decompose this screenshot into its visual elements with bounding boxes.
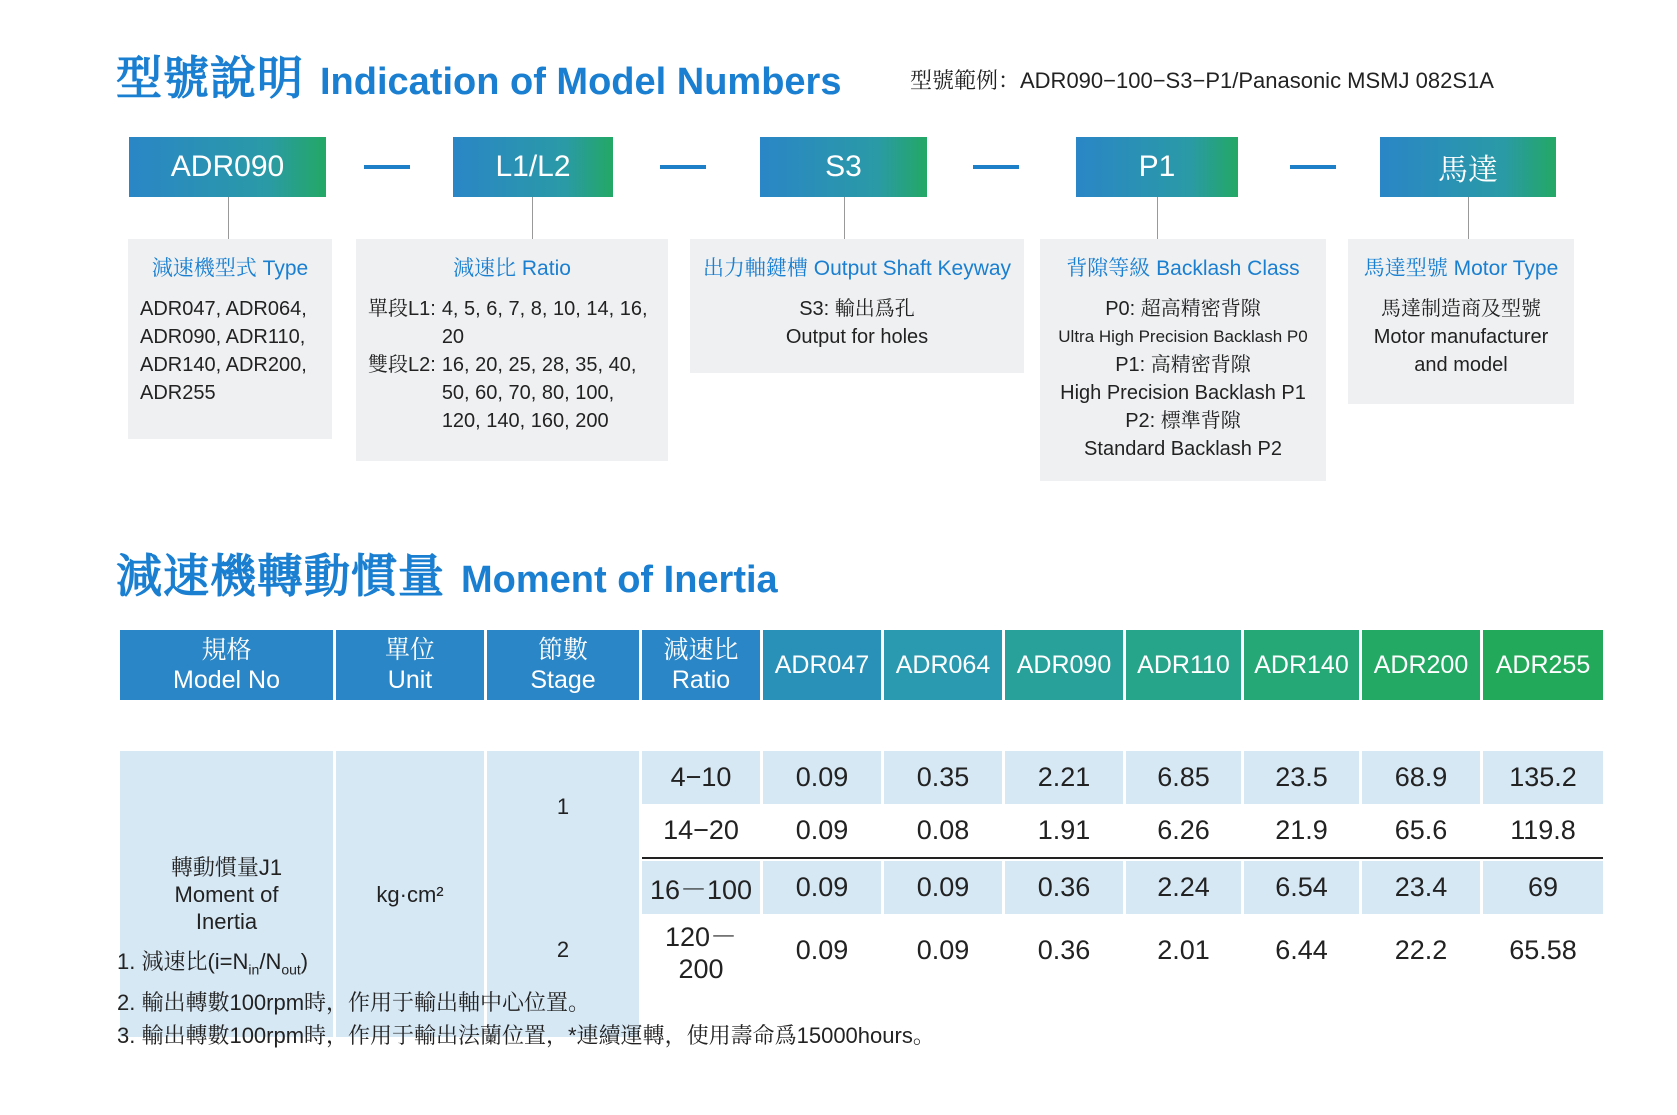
value-cell: 0.09	[884, 861, 1002, 914]
stage-cell: 1	[487, 751, 639, 861]
desc-backlash-line: High Precision Backlash P1	[1060, 382, 1306, 404]
ratio-cell: 16－100	[642, 861, 760, 914]
note-1-text: 1. 減速比(i=N	[117, 949, 249, 974]
value-cell: 21.9	[1244, 804, 1359, 857]
value-cell: 65.6	[1362, 804, 1480, 857]
section-title-en: Indication of Model Numbers	[320, 61, 842, 103]
desc-ratio	[356, 239, 668, 461]
header-ratio-en: Ratio	[671, 666, 731, 694]
ratio-cell: 120－200	[642, 914, 760, 986]
desc-keyway	[690, 239, 1024, 373]
header-unit-en: Unit	[387, 666, 433, 694]
desc-ratio-l1-line: 4, 5, 6, 7, 8, 10, 14, 16,	[441, 298, 648, 320]
header-model-col: ADR200	[1362, 630, 1480, 700]
desc-keyway-line: S3: 輸出爲孔	[799, 298, 915, 320]
desc-backlash-line: P2: 標準背隙	[1125, 410, 1241, 432]
row-label-zh: 轉動慣量J1	[170, 854, 283, 880]
value-cell: 23.5	[1244, 751, 1359, 804]
value-cell: 0.09	[763, 861, 881, 914]
code-separator	[660, 165, 706, 169]
value-cell: 22.2	[1362, 914, 1480, 986]
desc-motor-line: Motor manufacturer	[1373, 326, 1549, 348]
value-cell: 6.26	[1126, 804, 1241, 857]
desc-ratio-l1	[368, 295, 656, 351]
desc-motor-head: 馬達型號 Motor Type	[1363, 257, 1559, 280]
header-stage	[487, 630, 639, 700]
desc-backlash	[1040, 239, 1326, 481]
desc-motor-line: 馬達制造商及型號	[1381, 298, 1541, 320]
value-cell: 0.08	[884, 804, 1002, 857]
header-model-col: ADR090	[1005, 630, 1123, 700]
header-model-col: ADR255	[1483, 630, 1603, 700]
desc-backlash-line: P0: 超高精密背隙	[1105, 298, 1261, 320]
value-cell: 0.36	[1005, 914, 1123, 986]
desc-type-line: ADR047, ADR064,	[140, 298, 307, 320]
value-cell: 1.91	[1005, 804, 1123, 857]
ratio-cell: 14−20	[642, 804, 760, 857]
row-label-en: Inertia	[195, 908, 258, 934]
desc-ratio-l2-line: 16, 20, 25, 28, 35, 40,	[441, 354, 637, 376]
desc-ratio-l2	[368, 351, 656, 435]
value-cell: 2.21	[1005, 751, 1123, 804]
value-cell: 119.8	[1483, 804, 1603, 857]
value-cell: 135.2	[1483, 751, 1603, 804]
section-title-zh: 型號說明	[116, 51, 304, 105]
desc-type-line: ADR140, ADR200,	[140, 354, 307, 376]
desc-backlash-head: 背隙等級 Backlash Class	[1066, 257, 1300, 280]
value-cell: 0.36	[1005, 861, 1123, 914]
connector-line	[228, 197, 229, 239]
connector-line	[532, 197, 533, 239]
desc-ratio-l1-line: 20	[441, 326, 465, 348]
code-box-type: ADR090	[129, 137, 326, 197]
code-separator	[1290, 165, 1336, 169]
note-2: 2. 輸出轉數100rpm時，作用于輸出軸中心位置。	[117, 990, 591, 1016]
value-cell: 0.09	[763, 751, 881, 804]
value-cell: 0.09	[763, 804, 881, 857]
value-cell: 6.85	[1126, 751, 1241, 804]
section-title-model-numbers	[116, 42, 841, 108]
desc-ratio-l2-line: 120, 140, 160, 200	[441, 410, 609, 432]
value-cell: 2.01	[1126, 914, 1241, 986]
note-3: 3. 輸出轉數100rpm時，作用于輸出法蘭位置，*連續運轉，使用壽命爲15000hours。	[117, 1023, 935, 1049]
desc-type-line: ADR255	[140, 382, 216, 404]
header-ratio	[642, 630, 760, 700]
note-1-sub: out	[281, 961, 301, 978]
row-label-en: Moment of	[174, 881, 279, 907]
value-cell: 69	[1483, 861, 1603, 914]
value-cell: 68.9	[1362, 751, 1480, 804]
desc-ratio-l1-label: 單段L1:	[368, 298, 436, 320]
code-box-ratio: L1/L2	[453, 137, 613, 197]
connector-line	[1157, 197, 1158, 239]
ratio-cell: 4−10	[642, 751, 760, 804]
header-unit-zh: 單位	[384, 636, 435, 664]
section-title-inertia	[116, 540, 778, 606]
note-1	[117, 945, 935, 986]
header-model-col: ADR110	[1126, 630, 1241, 700]
desc-backlash-line: Standard Backlash P2	[1084, 438, 1282, 460]
note-1-text: /N	[259, 949, 282, 974]
desc-keyway-line: Output for holes	[785, 326, 929, 348]
header-model-col: ADR064	[884, 630, 1002, 700]
code-separator	[973, 165, 1019, 169]
section-title-en: Moment of Inertia	[461, 559, 778, 601]
value-cell: 6.44	[1244, 914, 1359, 986]
header-ratio-zh: 減速比	[663, 636, 739, 664]
section-title-zh: 減速機轉動慣量	[116, 549, 445, 603]
unit-cell: kg·cm²	[336, 751, 484, 1037]
desc-ratio-l2-line: 50, 60, 70, 80, 100,	[441, 382, 615, 404]
value-cell: 2.24	[1126, 861, 1241, 914]
header-unit	[336, 630, 484, 700]
desc-backlash-line: P1: 高精密背隙	[1115, 354, 1251, 376]
notes	[117, 945, 935, 1052]
header-model-en: Model No	[173, 666, 280, 694]
desc-type-head: 減速機型式 Type	[151, 257, 309, 280]
code-box-keyway: S3	[760, 137, 927, 197]
model-example: 型號範例：ADR090−100−S3−P1/Panasonic MSMJ 082S1A	[910, 68, 1494, 93]
desc-ratio-head: 減速比 Ratio	[453, 257, 571, 280]
header-model	[120, 630, 333, 700]
desc-ratio-l2-label: 雙段L2:	[368, 354, 436, 376]
value-cell: 6.54	[1244, 861, 1359, 914]
value-cell: 0.35	[884, 751, 1002, 804]
value-cell: 65.58	[1483, 914, 1603, 986]
code-separator	[364, 165, 410, 169]
connector-line	[1468, 197, 1469, 239]
note-1-text: )	[300, 949, 309, 974]
connector-line	[844, 197, 845, 239]
header-stage-zh: 節數	[537, 636, 588, 664]
desc-keyway-head: 出力軸鍵槽 Output Shaft Keyway	[702, 257, 1012, 280]
value-cell: 0.09	[763, 914, 881, 986]
code-box-motor: 馬達	[1380, 137, 1556, 197]
code-box-backlash: P1	[1076, 137, 1238, 197]
table-row	[120, 751, 1603, 804]
desc-type-line: ADR090, ADR110,	[140, 326, 306, 348]
desc-motor-line: and model	[1414, 354, 1508, 376]
stage-cell: 2	[487, 861, 639, 1037]
note-1-sub: in	[248, 961, 260, 978]
header-model-zh: 規格	[201, 636, 252, 664]
value-cell: 23.4	[1362, 861, 1480, 914]
header-model-col: ADR047	[763, 630, 881, 700]
desc-motor	[1348, 239, 1574, 404]
header-stage-en: Stage	[530, 666, 596, 694]
table-header-row	[120, 630, 1603, 700]
desc-backlash-line: Ultra High Precision Backlash P0	[1058, 327, 1308, 346]
desc-type	[128, 239, 332, 439]
value-cell: 0.09	[884, 914, 1002, 986]
header-model-col: ADR140	[1244, 630, 1359, 700]
